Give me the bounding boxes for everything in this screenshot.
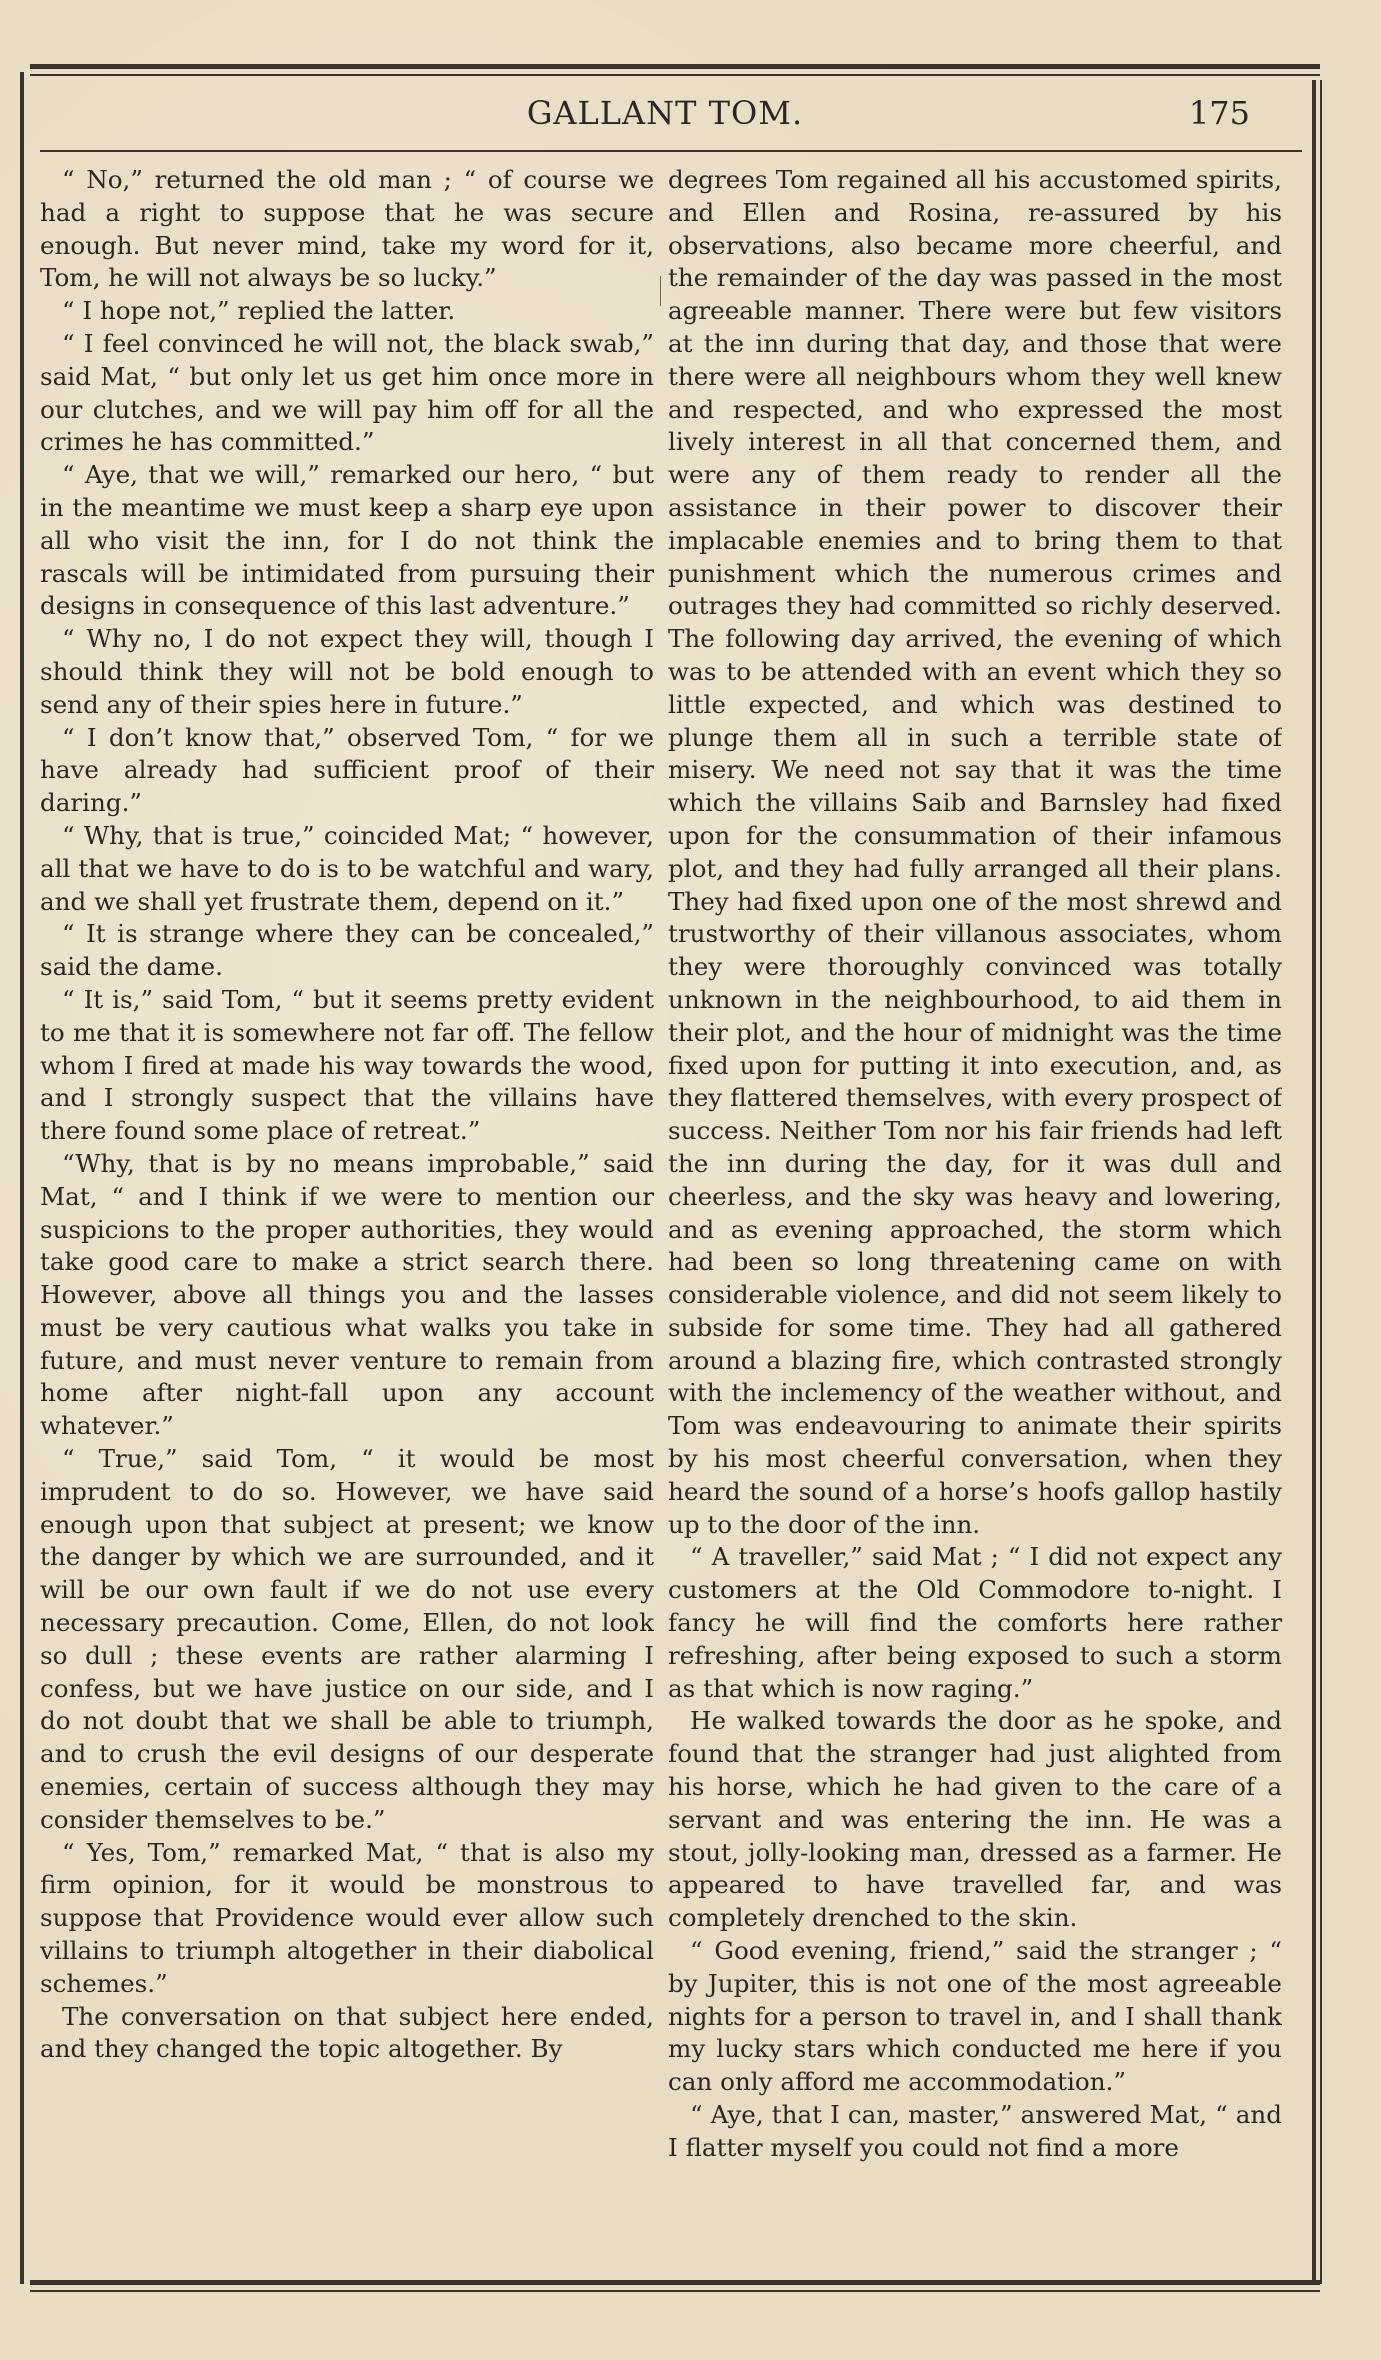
paragraph: “ It is,” said Tom, “ but it seems pretty evident to me that it is somewhere not far off. The fellow whom I fired at made his way towards the wood, and I strongly suspect that the villains have there found some place of retreat.” — [40, 984, 654, 1146]
top-border-rule-thin — [30, 74, 1320, 76]
paragraph: He walked towards the door as he spoke, and found that the stranger had just alighted from his horse, which he had given to the care of a servant and was entering the inn. He was a stout, jolly-looking man, dressed as a farmer. He appeared to have travelled far, and was completely drenched to the skin. — [668, 1706, 1282, 1933]
paragraph: degrees Tom regained all his accustomed spirits, and Ellen and Rosina, re-assured by his observations, also became more cheerful, and the remainder of the day was passed in the most agreeable manner. There were but few visitors at the inn during that day, and those that were there were all neighbours whom they well knew and respected, and who expressed the most lively interest in all that concerned them, and were any of them ready to render all the assistance in their power to discover their implacable enemies and to bring them to that punishment which the numerous crimes and outrages they had committed so richly deserved. The following day arrived, the evening of which was to be attended with an event which they so little expected, and which was destined to plunge them all in such a terrible state of misery. We need not say that it was the time which the villains Saib and Barnsley had fixed upon for the consummation of their infamous plot, and they had fully arranged all their plans. They had fixed upon one of the most shrewd and trustworthy of their villanous associates, whom they were thoroughly convinced was totally unknown in the neighbourhood, to aid them in their plot, and the hour of midnight was the time fixed upon for putting it into execution, and, as they flattered themselves, with every prospect of success. Neither Tom nor his fair friends had left the inn during the day, for it was dull and cheerless, and the sky was heavy and lowering, and as evening approached, the storm which had been so long threatening came on with considerable violence, and did not seem likely to subside for some time. They had all gathered around a blazing fire, which contrasted strongly with the inclemency of the weather without, and Tom was endeavouring to animate their spirits by his most cheerful conversation, when they heard the sound of a horse’s hoofs gallop hastily up to the door of the inn. — [668, 165, 1282, 1539]
paragraph: “ Good evening, friend,” said the stranger ; “ by Jupiter, this is not one of the most agreeable nights for a person to travel in, and I shall thank my lucky stars which conducted me here if you can only afford me accommodation.” — [668, 1936, 1282, 2097]
top-border-rule — [30, 64, 1320, 69]
right-border-rule-thin — [1320, 80, 1322, 2284]
header-rule — [40, 150, 1302, 152]
paragraph: “ Why, that is true,” coincided Mat; “ however, all that we have to do is to be watchful and wary, and we shall yet frustrate them, depend on it.” — [40, 820, 654, 916]
paragraph: “Why, that is by no means improbable,” said Mat, “ and I think if we were to mention our suspicions to the proper authorities, they would take good care to make a strict search there. However, above all things you and the lasses must be very cautious what walks you take in future, and must never venture to remain from home after night-fall upon any account whatever.” — [40, 1148, 654, 1441]
paragraph: “ Why no, I do not expect they will, though I should think they will not be bold enough to send any of their spies here in future.” — [40, 624, 654, 719]
paragraph: “ A traveller,” said Mat ; “ I did not expect any customers at the Old Commodore to-night. I fancy he will find the comforts here rather refreshing, after being exposed to such a storm as that which is now raging.” — [668, 1542, 1282, 1703]
page-number: 175 — [1188, 94, 1250, 132]
left-border-rule — [20, 72, 24, 2284]
right-border-rule — [1312, 80, 1316, 2284]
paragraph: “ It is strange where they can be concealed,” said the dame. — [40, 919, 654, 982]
column-divider-mark — [660, 276, 661, 306]
paragraph: “ Yes, Tom,” remarked Mat, “ that is also my firm opinion, for it would be monstrous to suppose that Providence would ever allow such villains to triumph altogether in their diabolical schemes.” — [40, 1837, 654, 1998]
paragraph: The conversation on that subject here ended, and they changed the topic altogether. By — [40, 2001, 654, 2064]
bottom-border-rule — [30, 2280, 1320, 2285]
running-header — [40, 90, 1290, 140]
paragraph: “ No,” returned the old man ; “ of course we had a right to suppose that he was secure enough. But never mind, take my word for it, Tom, he will not always be so lucky.” — [40, 165, 654, 293]
paragraph: “ I hope not,” replied the latter. — [62, 296, 456, 326]
paragraph: “ True,” said Tom, “ it would be most imprudent to do so. However, we have said enough upon that subject at present; we know the danger by which we are surrounded, and it will be our own fault if we do not use every necessary precaution. Come, Ellen, do not look so dull ; these events are rather alarming I confess, but we have justice on our side, and I do not doubt that we shall be able to triumph, and to crush the evil designs of our desperate enemies, certain of success although they may consider themselves to be.” — [40, 1444, 654, 1834]
left-column — [40, 164, 654, 2264]
right-column — [668, 164, 1282, 2264]
bottom-border-rule-thin — [30, 2290, 1320, 2292]
paragraph: “ Aye, that I can, master,” answered Mat, “ and I flatter myself you could not find a more — [668, 2100, 1282, 2162]
paragraph: “ I feel convinced he will not, the black swab,” said Mat, “ but only let us get him once more in our clutches, and we will pay him off for all the crimes he has committed.” — [40, 328, 654, 457]
page-title: GALLANT TOM. — [526, 94, 804, 132]
paragraph: “ Aye, that we will,” remarked our hero, “ but in the meantime we must keep a sharp eye upon all who visit the inn, for I do not think the rascals will be intimidated from pursuing their designs in consequence of this last adventure.” — [40, 460, 654, 621]
paragraph: “ I don’t know that,” observed Tom, “ for we have already had sufficient proof of their daring.” — [40, 722, 654, 818]
